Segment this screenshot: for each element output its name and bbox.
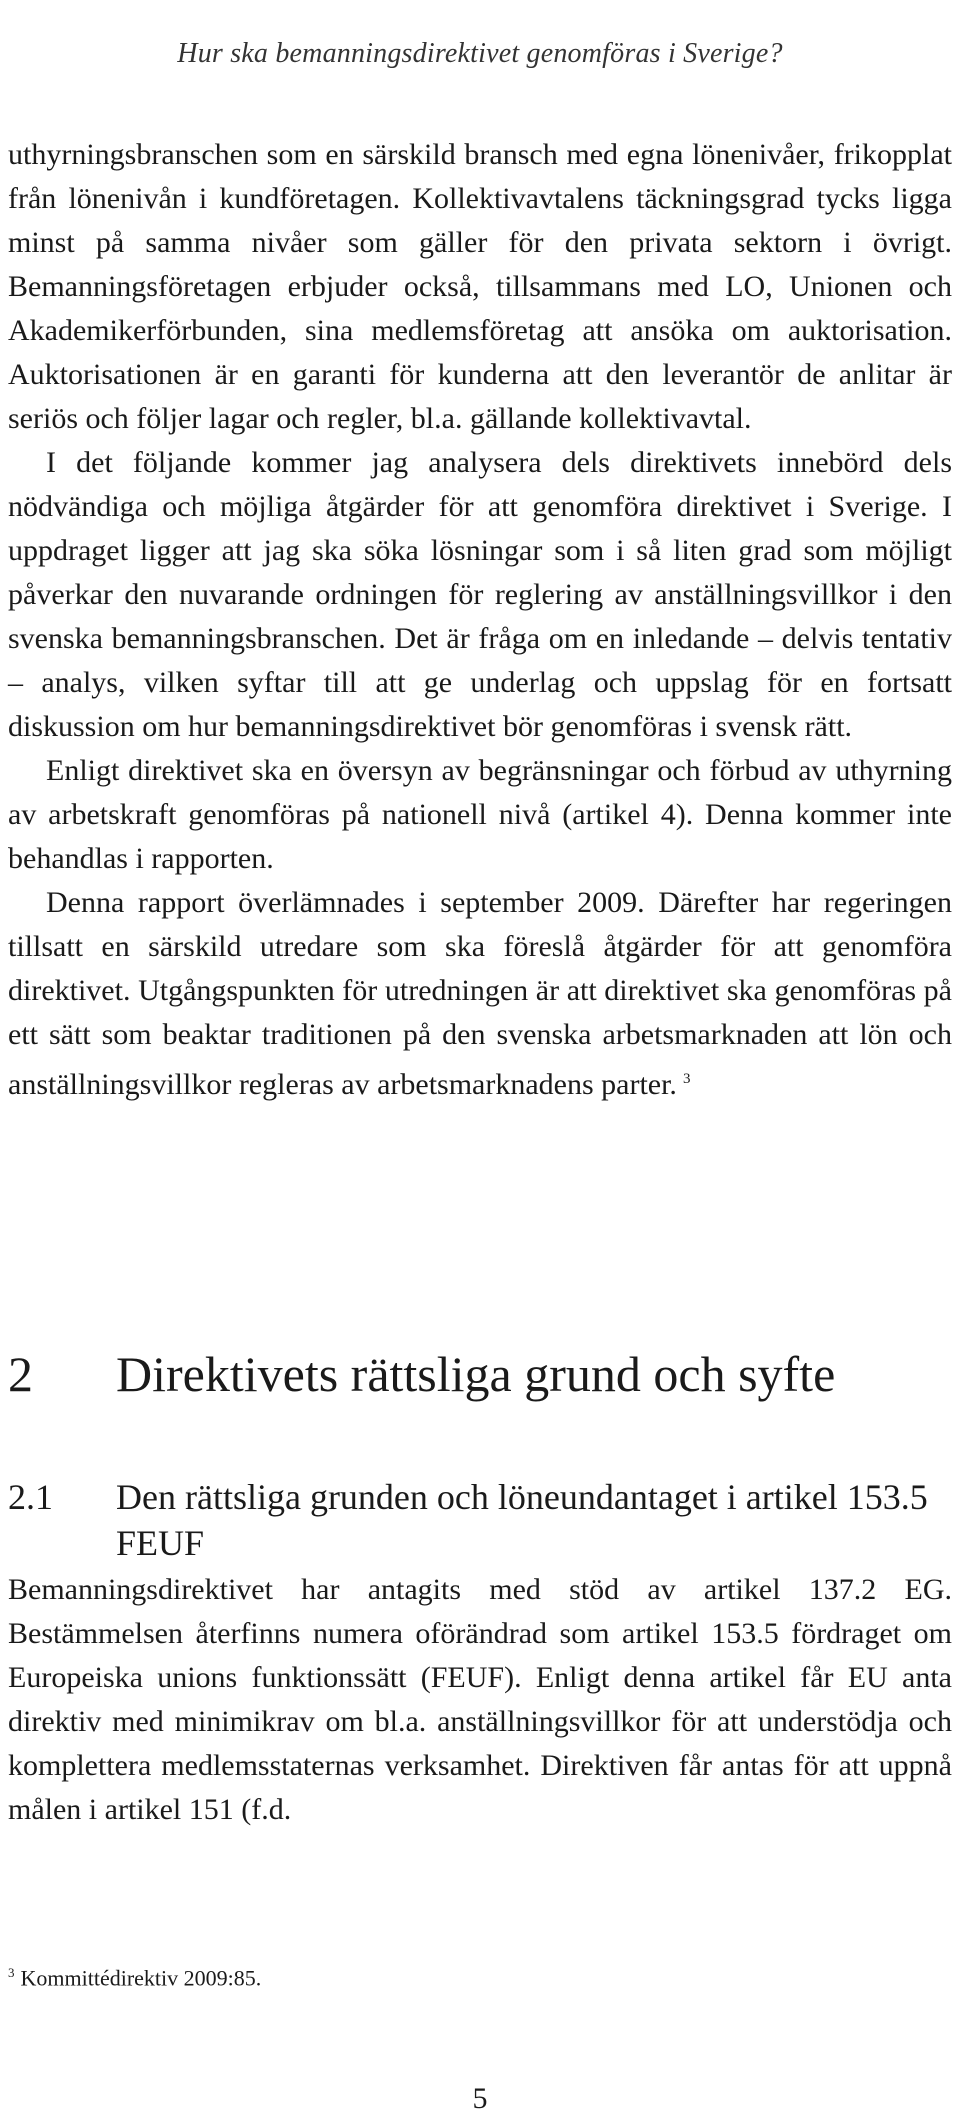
subsection-title: Den rättsliga grunden och löneundantaget i artikel 153.5 FEUF: [116, 1477, 928, 1563]
subsection-number: 2.1: [8, 1477, 53, 1517]
subsection-paragraph: Bemanningsdirektivet har antagits med stöd av artikel 137.2 EG. Bestämmelsen återfinns numera oförändrad som artikel 153.5 fördraget om Europeiska unions funktionssätt (FEUF). Enligt denna artikel får EU anta direktiv med minimikrav om bl.a. anställningsvillkor för att understödja och komplettera medlemsstaternas verksamhet. Direktiven får antas för att uppnå målen i artikel 151 (f.d.: [8, 1573, 952, 1826]
subsection-body: [8, 1568, 952, 1832]
paragraph-2: I det följande kommer jag analysera dels direktivets innebörd dels nödvändiga och möjliga åtgärder för att genomföra direktivet i Sverige. I uppdraget ligger att jag ska söka lösningar som i så liten grad som möjligt påverkar den nuvarande ordningen för reglering av anställningsvillkor i den svenska bemanningsbranschen. Det är fråga om en inledande – delvis tentativ – analys, vilken syftar till att ge underlag och uppslag för en fortsatt diskussion om hur bemanningsdirektivet bör genomföras i svensk rätt.: [8, 446, 952, 743]
section-number: 2: [8, 1346, 33, 1402]
footnote-reference[interactable]: 3: [682, 1071, 691, 1087]
page-number: 5: [472, 2082, 488, 2115]
section-heading: [8, 1345, 952, 1403]
subsection-heading: [8, 1474, 952, 1566]
footnote-mark: 3: [8, 1965, 15, 1980]
paragraph-3: Enligt direktivet ska en översyn av begränsningar och förbud av uthyrning av arbetskraft genomföras på nationell nivå (artikel 4). Denna kommer inte behandlas i rapporten.: [8, 754, 952, 875]
running-header: Hur ska bemanningsdirektivet genomföras i Sverige?: [177, 38, 783, 69]
section-title: Direktivets rättsliga grund och syfte: [116, 1346, 836, 1402]
body-text: [8, 133, 952, 1107]
paragraph-4: [8, 881, 952, 1107]
paragraph-1: uthyrningsbranschen som en särskild bransch med egna lönenivåer, frikopplat från lönenivån i kundföretagen. Kollektivavtalens täckningsgrad tycks ligga minst på samma nivåer som gäller för den privata sektorn i övrigt. Bemanningsföretagen erbjuder också, tillsammans med LO, Unionen och Akademikerförbunden, sina medlemsföretag att ansöka om auktorisation. Auktorisationen är en garanti för kunderna att den leverantör de anlitar är seriös och följer lagar och regler, bl.a. gällande kollektivavtal.: [8, 138, 952, 435]
paragraph-4-text: Denna rapport överlämnades i september 2009. Därefter har regeringen tillsatt en särskild utredare som ska föreslå åtgärder för att genomföra direktivet. Utgångspunkten för utredningen är att direktivet ska genomföras på ett sätt som beaktar traditionen på den svenska arbetsmarknaden att lön och anställningsvillkor regleras av arbetsmarknadens parter.: [8, 886, 952, 1101]
footnote: [8, 1965, 261, 1991]
footnote-text: Kommittédirektiv 2009:85.: [20, 1965, 262, 1991]
